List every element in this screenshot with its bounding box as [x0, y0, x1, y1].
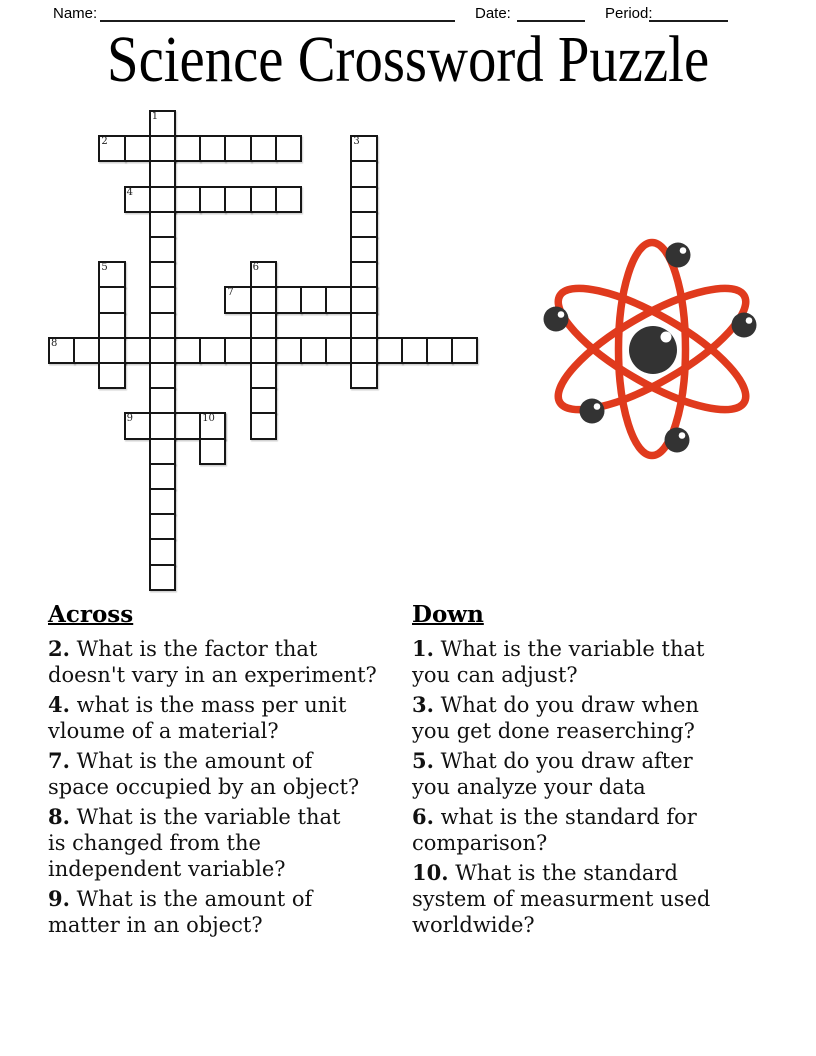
grid-cell[interactable]: [275, 337, 302, 364]
grid-cell[interactable]: [250, 186, 277, 213]
grid-cell[interactable]: [124, 135, 151, 162]
grid-cell[interactable]: [174, 186, 201, 213]
name-label: Name:: [53, 5, 98, 22]
grid-cell[interactable]: [275, 135, 302, 162]
clue-number: 10.: [412, 860, 449, 885]
grid-cell[interactable]: [350, 312, 377, 339]
grid-cell[interactable]: [199, 186, 226, 213]
clue-item: 7. What is the amount of space occupied by an object?: [48, 748, 360, 799]
grid-cell[interactable]: [350, 236, 377, 263]
grid-number: 5: [101, 262, 108, 274]
clue-number: 9.: [48, 886, 70, 911]
grid-number: 2: [101, 136, 108, 148]
grid-cell[interactable]: [149, 337, 176, 364]
grid-cell[interactable]: [149, 387, 176, 414]
grid-cell[interactable]: [98, 362, 125, 389]
grid-cell[interactable]: [149, 286, 176, 313]
date-blank-line[interactable]: [517, 20, 585, 22]
name-blank-line[interactable]: [100, 20, 455, 22]
grid-number: 9: [126, 413, 133, 425]
grid-cell[interactable]: [149, 412, 176, 439]
clue-item: 5. What do you draw after you analyze your data: [412, 748, 693, 799]
down-heading: Down: [412, 601, 484, 628]
grid-cell[interactable]: [350, 286, 377, 313]
grid-cell[interactable]: [149, 236, 176, 263]
electron: [665, 428, 690, 453]
grid-number: 6: [252, 262, 259, 274]
grid-cell[interactable]: [149, 211, 176, 238]
clue-item: 10. What is the standard system of measurment used worldwide?: [412, 860, 711, 937]
grid-cell[interactable]: [98, 286, 125, 313]
clue-number: 5.: [412, 748, 434, 773]
clue-item: 3. What do you draw when you get done reaserching?: [412, 692, 699, 743]
grid-cell[interactable]: [350, 211, 377, 238]
grid-cell[interactable]: [149, 438, 176, 465]
grid-cell[interactable]: [250, 286, 277, 313]
down-clues-list: [412, 636, 710, 938]
page-title-text: Science Crossword Puzzle: [106, 23, 710, 96]
electron: [732, 313, 757, 338]
grid-cell[interactable]: [426, 337, 453, 364]
grid-number: 7: [227, 287, 234, 299]
grid-cell[interactable]: [350, 186, 377, 213]
grid-cell[interactable]: [325, 337, 352, 364]
grid-cell[interactable]: [250, 387, 277, 414]
grid-cell[interactable]: [275, 286, 302, 313]
grid-cell[interactable]: [250, 135, 277, 162]
grid-cell[interactable]: [149, 488, 176, 515]
grid-cell[interactable]: [149, 513, 176, 540]
grid-number: 10: [202, 413, 215, 425]
grid-cell[interactable]: [250, 312, 277, 339]
grid-cell[interactable]: [401, 337, 428, 364]
grid-cell[interactable]: [224, 337, 251, 364]
grid-cell[interactable]: [73, 337, 100, 364]
grid-cell[interactable]: [124, 337, 151, 364]
grid-number: 8: [51, 337, 58, 349]
grid-cell[interactable]: [149, 261, 176, 288]
period-label: Period:: [605, 5, 653, 22]
across-clues-list: [48, 636, 377, 938]
clue-number: 1.: [412, 636, 434, 661]
grid-cell[interactable]: [98, 312, 125, 339]
clue-number: 4.: [48, 692, 70, 717]
grid-cell[interactable]: [149, 564, 176, 591]
grid-cell[interactable]: [149, 160, 176, 187]
clue-item: 8. What is the variable that is changed from the independent variable?: [48, 804, 341, 881]
grid-cell[interactable]: [149, 135, 176, 162]
grid-number: 3: [353, 136, 360, 148]
clue-number: 6.: [412, 804, 434, 829]
grid-cell[interactable]: [149, 312, 176, 339]
clue-number: 7.: [48, 748, 70, 773]
clue-item: 6. what is the standard for comparison?: [412, 804, 697, 855]
grid-cell[interactable]: [451, 337, 478, 364]
clue-number: 3.: [412, 692, 434, 717]
grid-cell[interactable]: [250, 337, 277, 364]
grid-cell[interactable]: [174, 337, 201, 364]
grid-cell[interactable]: [350, 337, 377, 364]
grid-cell[interactable]: [199, 135, 226, 162]
clue-item: 1. What is the variable that you can adjust?: [412, 636, 705, 687]
electron: [544, 307, 569, 332]
grid-cell[interactable]: [174, 135, 201, 162]
period-blank-line[interactable]: [649, 20, 728, 22]
page-title: [0, 23, 816, 96]
clue-item: 2. What is the factor that doesn't vary in an experiment?: [48, 636, 377, 687]
grid-cell[interactable]: [275, 186, 302, 213]
grid-cell[interactable]: [149, 186, 176, 213]
grid-cell[interactable]: [325, 286, 352, 313]
grid-cell[interactable]: [224, 135, 251, 162]
grid-cell[interactable]: [350, 160, 377, 187]
clue-item: 9. What is the amount of matter in an object?: [48, 886, 313, 937]
across-clues-section: [48, 601, 377, 942]
grid-cell[interactable]: [250, 412, 277, 439]
grid-number: 1: [151, 111, 159, 122]
across-heading: Across: [48, 601, 134, 628]
grid-cell[interactable]: [250, 362, 277, 389]
grid-cell[interactable]: [149, 362, 176, 389]
grid-cell[interactable]: [199, 337, 226, 364]
clue-item: 4. what is the mass per unit vloume of a material?: [48, 692, 347, 743]
grid-cell[interactable]: [350, 362, 377, 389]
grid-cell[interactable]: [224, 186, 251, 213]
atom-illustration: [520, 225, 780, 470]
date-label: Date:: [475, 5, 511, 22]
grid-cell[interactable]: [350, 261, 377, 288]
clue-number: 2.: [48, 636, 70, 661]
grid-cell[interactable]: [98, 337, 125, 364]
grid-cell[interactable]: [174, 412, 201, 439]
grid-cell[interactable]: [300, 337, 327, 364]
crossword-grid: [48, 110, 528, 591]
electron: [666, 243, 691, 268]
grid-cell[interactable]: [300, 286, 327, 313]
electron: [580, 399, 605, 424]
grid-number: 4: [126, 186, 133, 198]
grid-cell[interactable]: [376, 337, 403, 364]
grid-cell[interactable]: [149, 463, 176, 490]
grid-cell[interactable]: [149, 538, 176, 565]
clue-number: 8.: [48, 804, 70, 829]
grid-cell[interactable]: [199, 438, 226, 465]
nucleus-highlight: [661, 332, 672, 343]
down-clues-section: [412, 601, 710, 942]
